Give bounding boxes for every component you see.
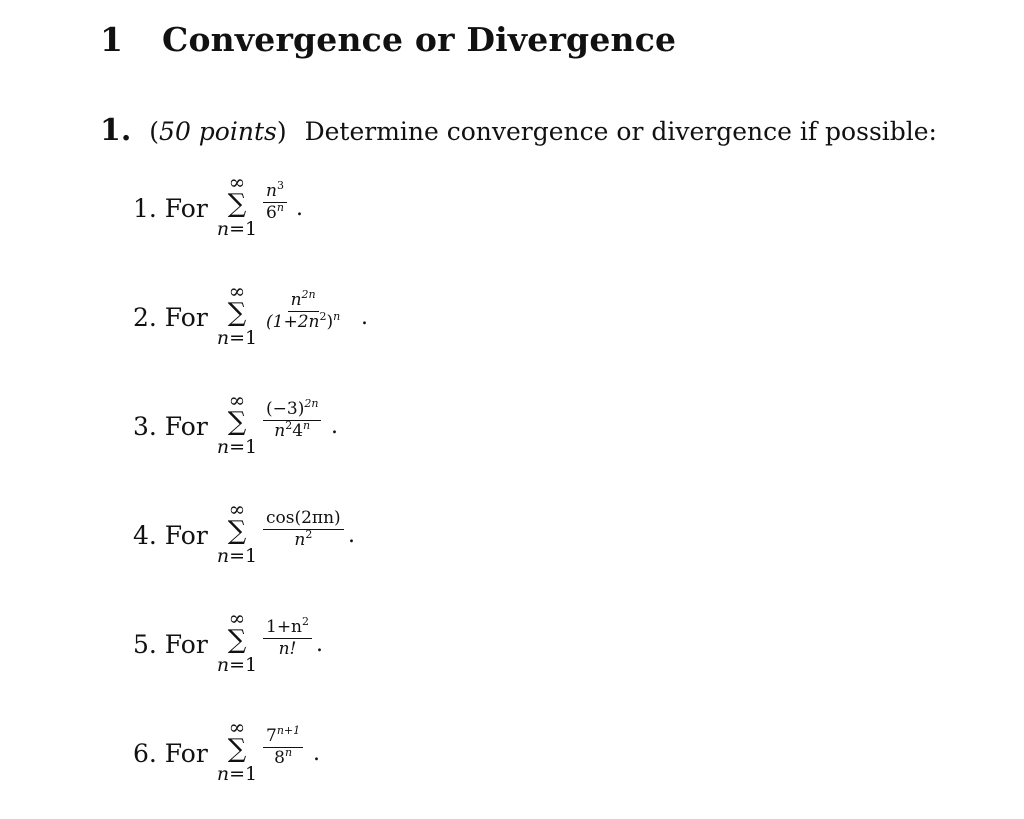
points-annotation: (50 points)	[149, 117, 287, 146]
list-item	[133, 606, 533, 684]
lower-limit: n=1	[216, 763, 258, 785]
numerator: $(-3)^{2n}$	[263, 400, 321, 421]
upper-limit: ∞	[228, 388, 246, 412]
problem-instruction: Determine convergence or divergence if possible:	[304, 117, 937, 146]
item-label: 5. For	[133, 630, 208, 659]
lower-limit: n=1	[216, 218, 258, 240]
item-label: 6. For	[133, 739, 208, 768]
series-term	[263, 724, 303, 768]
period: .	[316, 632, 323, 657]
numerator: cos(2πn)	[263, 509, 344, 530]
series-term	[263, 288, 343, 332]
series-term	[263, 397, 321, 441]
denominator: n!	[278, 639, 297, 659]
list-item	[133, 279, 533, 357]
summation	[215, 715, 259, 793]
item-label: 2. For	[133, 303, 208, 332]
period: .	[361, 305, 368, 330]
lower-limit: n=1	[216, 654, 258, 676]
summation	[215, 170, 259, 248]
denominator: $n^24^n$	[274, 419, 311, 441]
list-item	[133, 170, 533, 248]
sigma-symbol: ∑	[227, 298, 247, 328]
series-term	[263, 179, 287, 223]
list-item	[133, 497, 533, 575]
sigma-symbol: ∑	[227, 734, 247, 764]
lower-limit: n=1	[216, 327, 258, 349]
numerator: $n^3$	[263, 182, 287, 203]
item-label: 1. For	[133, 194, 208, 223]
numerator: $7^{n+1}$	[263, 727, 303, 748]
upper-limit: ∞	[228, 606, 246, 630]
summation	[215, 388, 259, 466]
list-item	[133, 388, 533, 466]
upper-limit: ∞	[228, 715, 246, 739]
sigma-symbol: ∑	[227, 189, 247, 219]
series-term	[263, 509, 344, 550]
period: .	[331, 414, 338, 439]
summation	[215, 497, 259, 575]
section-title: Convergence or Divergence	[162, 20, 677, 59]
problem-header	[100, 113, 937, 148]
upper-limit: ∞	[228, 170, 246, 194]
period: .	[296, 196, 303, 221]
upper-limit: ∞	[228, 279, 246, 303]
problem-number: 1.	[100, 113, 132, 148]
section-number: 1	[100, 20, 124, 59]
sigma-symbol: ∑	[227, 625, 247, 655]
upper-limit: ∞	[228, 497, 246, 521]
lower-limit: n=1	[216, 545, 258, 567]
denominator: 6$^n$	[266, 201, 284, 223]
item-label: 3. For	[133, 412, 208, 441]
section-heading	[100, 20, 676, 59]
sigma-symbol: ∑	[227, 516, 247, 546]
lower-limit: n=1	[216, 436, 258, 458]
numerator: $1+n^2$	[263, 618, 312, 639]
denominator: $n^2$	[294, 528, 313, 550]
list-item	[133, 715, 533, 793]
item-label: 4. For	[133, 521, 208, 550]
period: .	[313, 741, 320, 766]
period: .	[348, 523, 355, 548]
summation	[215, 279, 259, 357]
summation	[215, 606, 259, 684]
denominator: $(1+2n^2)^n$	[266, 310, 341, 332]
series-term	[263, 615, 312, 659]
sigma-symbol: ∑	[227, 407, 247, 437]
denominator: 8$^n$	[274, 746, 293, 768]
numerator: $n^{2n}$	[288, 291, 319, 312]
